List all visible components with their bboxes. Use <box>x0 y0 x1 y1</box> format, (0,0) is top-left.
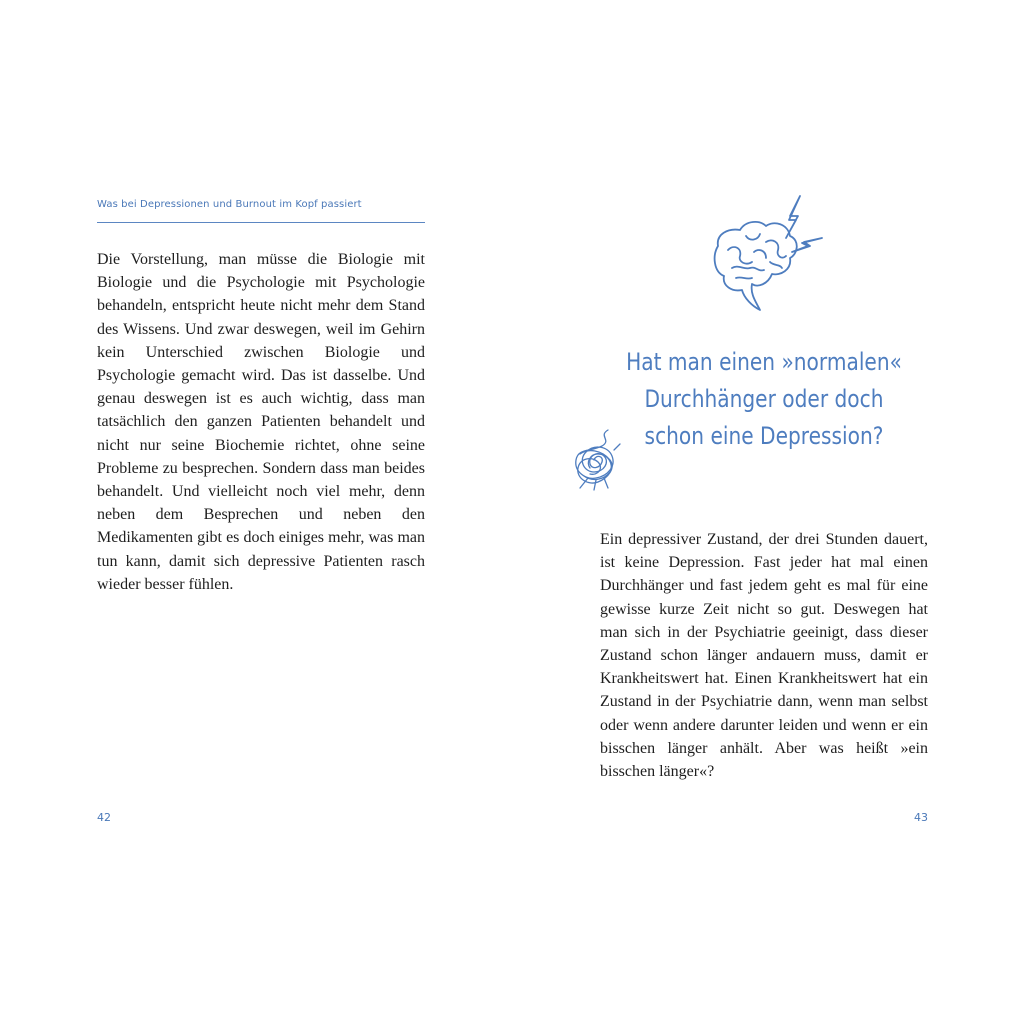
page-number-right: 43 <box>914 811 928 824</box>
left-body-paragraph: Die Vorstellung, man müsse die Biologie mit Biologie und die Psychologie mit Psychologie behandeln, entspricht heute nicht mehr dem Stand des Wissens. Und zwar deswegen, weil im Gehirn kein Unterschied zwischen Biologie und Psychologie gemacht wird. Das ist dasselbe. Und genau deswegen ist es auch wichtig, dass man tatsächlich den ganzen Patienten behandelt und nicht nur seine Biochemie richtet, ohne seine Probleme zu besprechen. Sondern dass man beides behandelt. Und vielleicht noch viel mehr, denn neben dem Besprechen und neben den Medikamenten gibt es doch einiges mehr, was man tun kann, damit sich depressive Patienten rasch wieder besser fühlen. <box>97 251 425 593</box>
scribble-ball-icon <box>568 426 624 492</box>
right-body-paragraph: Ein depressiver Zustand, der drei Stunden dauert, ist keine Depression. Fast jeder hat mal einen Durchhänger und fast jedem geht es mal für eine gewisse kurze Zeit nicht so gut. Deswegen hat man sich in der Psychiatrie geeinigt, dass dieser Zustand schon länger andauern muss, damit er Krankheitswert hat. Einen Krankheitswert hat ein Zustand in der Psychiatrie dann, wenn man selbst oder wenn andere darunter leiden und wenn er ein bisschen länger anhält. Aber was heißt »ein bisschen länger«? <box>600 531 928 781</box>
section-heading: Hat man einen »normalen« Durchhänger oder doch schon eine Depression? <box>626 348 902 450</box>
running-head-rule <box>97 222 425 223</box>
running-head: Was bei Depressionen und Burnout im Kopf passiert <box>97 199 362 210</box>
page-number-left: 42 <box>97 811 111 824</box>
brain-with-lightning-icon <box>696 190 828 326</box>
